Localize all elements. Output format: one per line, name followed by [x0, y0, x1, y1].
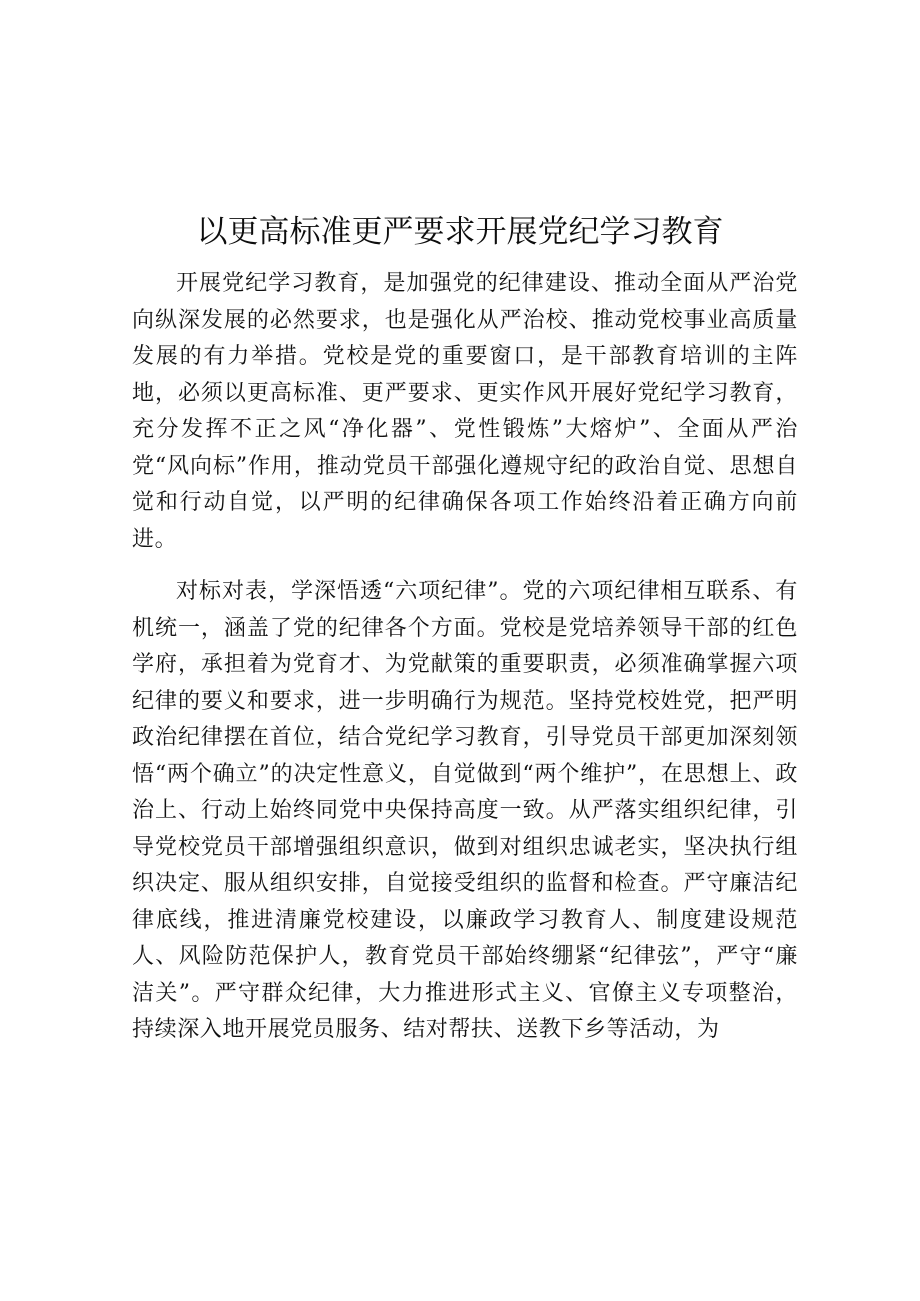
- document-body: [132, 266, 798, 1049]
- paragraph-six-disciplines: 对标对表，学深悟透“六项纪律”。党的六项纪律相互联系、有机统一，涵盖了党的纪律各个方面。党校是党培养领导干部的红色学府，承担着为党育才、为党献策的重要职责，必须准确掌握六项纪律的要义和要求，进一步明确行为规范。坚持党校姓党，把严明政治纪律摆在首位，结合党纪学习教育，引导党员干部更加深刻领悟“两个确立”的决定性意义，自觉做到“两个维护”，在思想上、政治上、行动上始终同党中央保持高度一致。从严落实组织纪律，引导党校党员干部增强组织意识，做到对组织忠诚老实，坚决执行组织决定、服从组织安排，自觉接受组织的监督和检查。严守廉洁纪律底线，推进清廉党校建设，以廉政学习教育人、制度建设规范人、风险防范保护人，教育党员干部始终绷紧“纪律弦”，严守“廉洁关”。严守群众纪律，大力推进形式主义、官僚主义专项整治，持续深入地开展党员服务、结对帮扶、送教下乡等活动，为: [132, 579, 798, 1042]
- document-title: 以更高标准更严要求开展党纪学习教育: [196, 214, 724, 250]
- paragraph-intro: 开展党纪学习教育，是加强党的纪律建设、推动全面从严治党向纵深发展的必然要求，也是强化从严治校、推动党校事业高质量发展的有力举措。党校是党的重要窗口，是干部教育培训的主阵地，必须以更高标准、更严要求、更实作风开展好党纪学习教育，充分发挥不正之风“净化器”、党性锻炼”大熔炉”、全面从严治党“风向标”作用，推动党员干部强化遵规守纪的政治自觉、思想自觉和行动自觉，以严明的纪律确保各项工作始终沿着正确方向前进。: [132, 271, 798, 552]
